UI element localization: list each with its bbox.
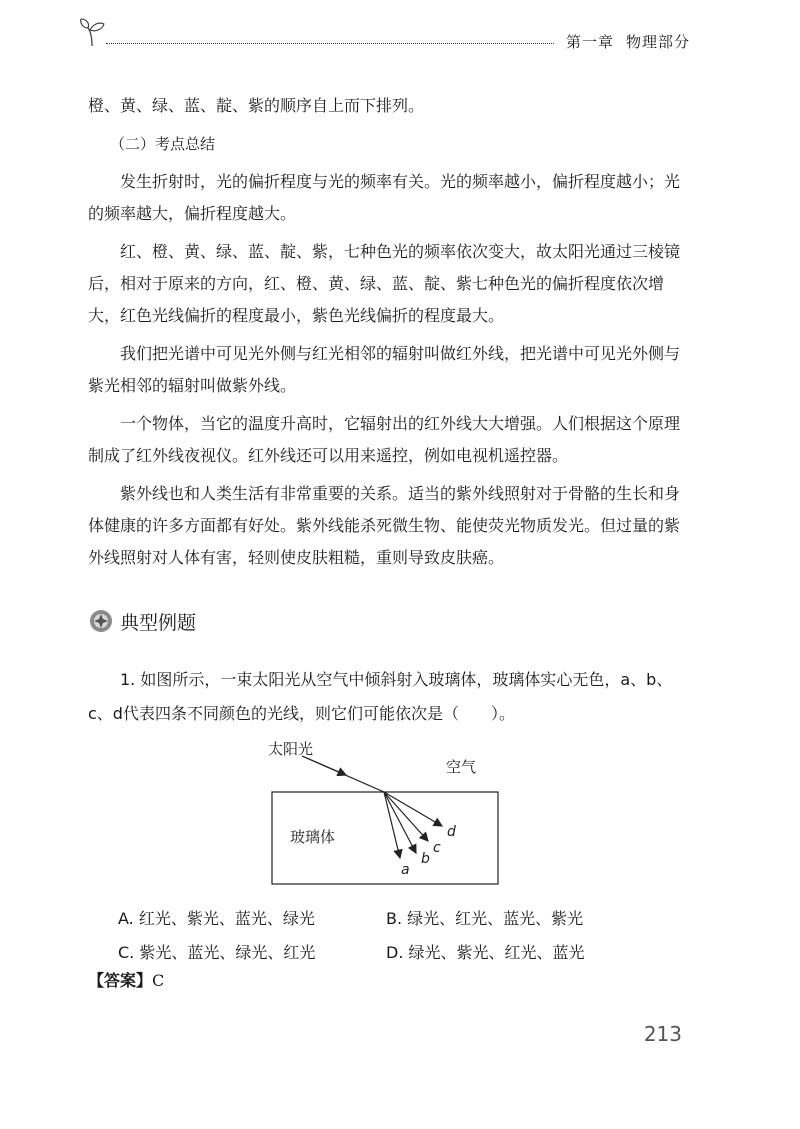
- label-air: 空气: [446, 758, 477, 776]
- flower-badge-icon: [88, 608, 114, 634]
- header-rule: [106, 43, 554, 44]
- option-a: A. 红光、紫光、蓝光、绿光: [118, 908, 315, 928]
- label-b: b: [421, 851, 430, 867]
- label-a: a: [401, 862, 410, 878]
- label-d: d: [447, 824, 456, 840]
- paragraph: 发生折射时，光的偏折程度与光的频率有关。光的频率越小，偏折程度越小；光的频率越大，偏折程度越大。: [88, 172, 681, 223]
- chapter-number: 第一章: [565, 33, 614, 51]
- question: [88, 663, 692, 731]
- continued-line: 橙、黄、绿、蓝、靛、紫的顺序自上而下排列。: [88, 96, 425, 115]
- ray-a: [384, 792, 400, 858]
- chapter-part: 物理部分: [625, 33, 690, 51]
- subheading: （二）考点总结: [110, 135, 216, 153]
- paragraph: 我们把光谱中可见光外侧与红光相邻的辐射叫做红外线，把光谱中可见光外侧与紫光相邻的辐射叫做紫外线。: [88, 344, 681, 395]
- label-glass: 玻璃体: [290, 828, 336, 846]
- paragraph: 一个物体，当它的温度升高时，它辐射出的红外线大大增强。人们根据这个原理制成了红外线夜视仪。红外线还可以用来遥控，例如电视机遥控器。: [88, 414, 681, 465]
- option-b: B. 绿光、红光、蓝光、紫光: [386, 908, 584, 928]
- sprout-icon: [78, 14, 108, 48]
- section-heading: [88, 606, 196, 636]
- paragraph: 紫外线也和人类生活有非常重要的关系。适当的紫外线照射对于骨骼的生长和身体健康的许多方面都有好处。紫外线能杀死微生物、能使荧光物质发光。但过量的紫外线照射对人体有害，轻则使皮肤粗糙，重则导致皮肤癌。: [88, 484, 681, 567]
- section-title: 典型例题: [120, 611, 197, 634]
- chapter-heading: [566, 31, 690, 52]
- label-c: c: [433, 840, 441, 856]
- page-number: 213: [643, 1022, 682, 1046]
- answer: [88, 968, 164, 991]
- answer-value: C: [152, 971, 165, 990]
- main-text: [88, 90, 692, 574]
- incident-ray-arrow: [302, 756, 346, 775]
- label-sunlight: 太阳光: [268, 740, 314, 758]
- page-header: [78, 14, 690, 54]
- question-text: 1. 如图所示，一束太阳光从空气中倾斜射入玻璃体，玻璃体实心无色，a、b、c、d代表四条不同颜色的光线，则它们可能依次是（ ）。: [88, 670, 673, 723]
- paragraph: 红、橙、黄、绿、蓝、靛、紫，七种色光的频率依次变大，故太阳光通过三棱镜后，相对于原来的方向，红、橙、黄、绿、蓝、靛、紫七种色光的偏折程度依次增大，红色光线偏折的程度最小，紫色光线偏折的程度最大。: [88, 242, 681, 325]
- answer-label: 【答案】: [88, 971, 153, 990]
- option-c: C. 紫光、蓝光、绿光、红光: [118, 942, 316, 962]
- answer-options: [118, 900, 678, 968]
- refraction-diagram: [250, 734, 520, 894]
- option-d: D. 绿光、紫光、红光、蓝光: [386, 942, 585, 962]
